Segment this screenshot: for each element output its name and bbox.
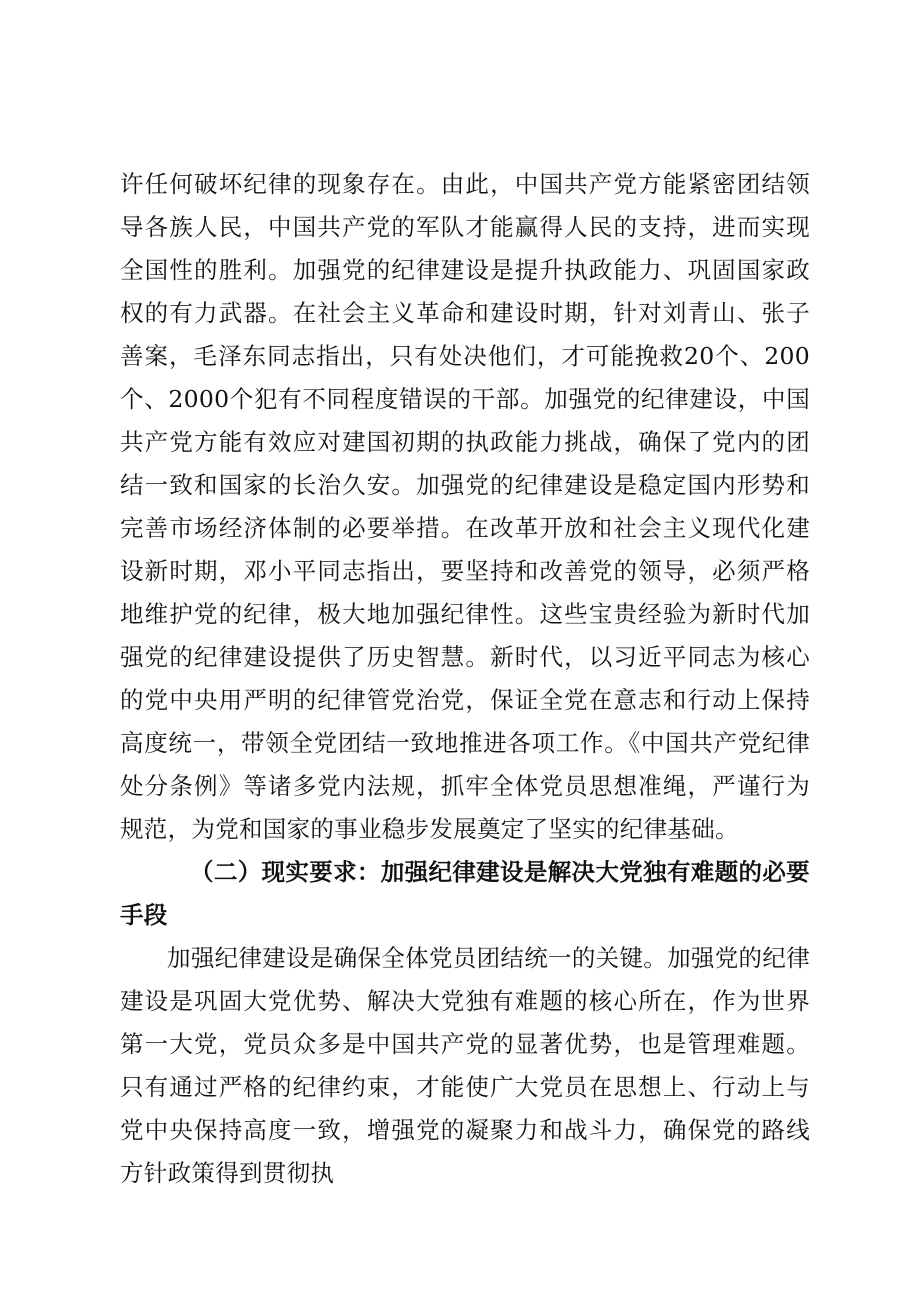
document-body xyxy=(120,163,810,1195)
section-heading: （二）现实要求：加强纪律建设是解决大党独有难题的必要手段 xyxy=(120,858,810,929)
body-paragraph: 许任何破坏纪律的现象存在。由此，中国共产党方能紧密团结领导各族人民，中国共产党的军队才能赢得人民的支持，进而实现全国性的胜利。加强党的纪律建设是提升执政能力、巩固国家政权的有力武器。在社会主义革命和建设时期，针对刘青山、张子善案，毛泽东同志指出，只有处决他们，才可能挽救20个、200个、2000个犯有不同程度错误的干部。加强党的纪律建设，中国共产党方能有效应对建国初期的执政能力挑战，确保了党内的团结一致和国家的长治久安。加强党的纪律建设是稳定国内形势和完善市场经济体制的必要举措。在改革开放和社会主义现代化建设新时期，邓小平同志指出，要坚持和改善党的领导，必须严格地维护党的纪律，极大地加强纪律性。这些宝贵经验为新时代加强党的纪律建设提供了历史智慧。新时代，以习近平同志为核心的党中央用严明的纪律管党治党，保证全党在意志和行动上保持高度统一，带领全党团结一致地推进各项工作。《中国共产党纪律处分条例》等诸多党内法规，抓牢全体党员思想准绳，严谨行为规范，为党和国家的事业稳步发展奠定了坚实的纪律基础。 xyxy=(120,170,810,843)
body-paragraph: 加强纪律建设是确保全体党员团结统一的关键。加强党的纪律建设是巩固大党优势、解决大党独有难题的核心所在，作为世界第一大党，党员众多是中国共产党的显著优势，也是管理难题。只有通过严格的纪律约束，才能使广大党员在思想上、行动上与党中央保持高度一致，增强党的凝聚力和战斗力，确保党的路线方针政策得到贯彻执 xyxy=(120,944,810,1187)
